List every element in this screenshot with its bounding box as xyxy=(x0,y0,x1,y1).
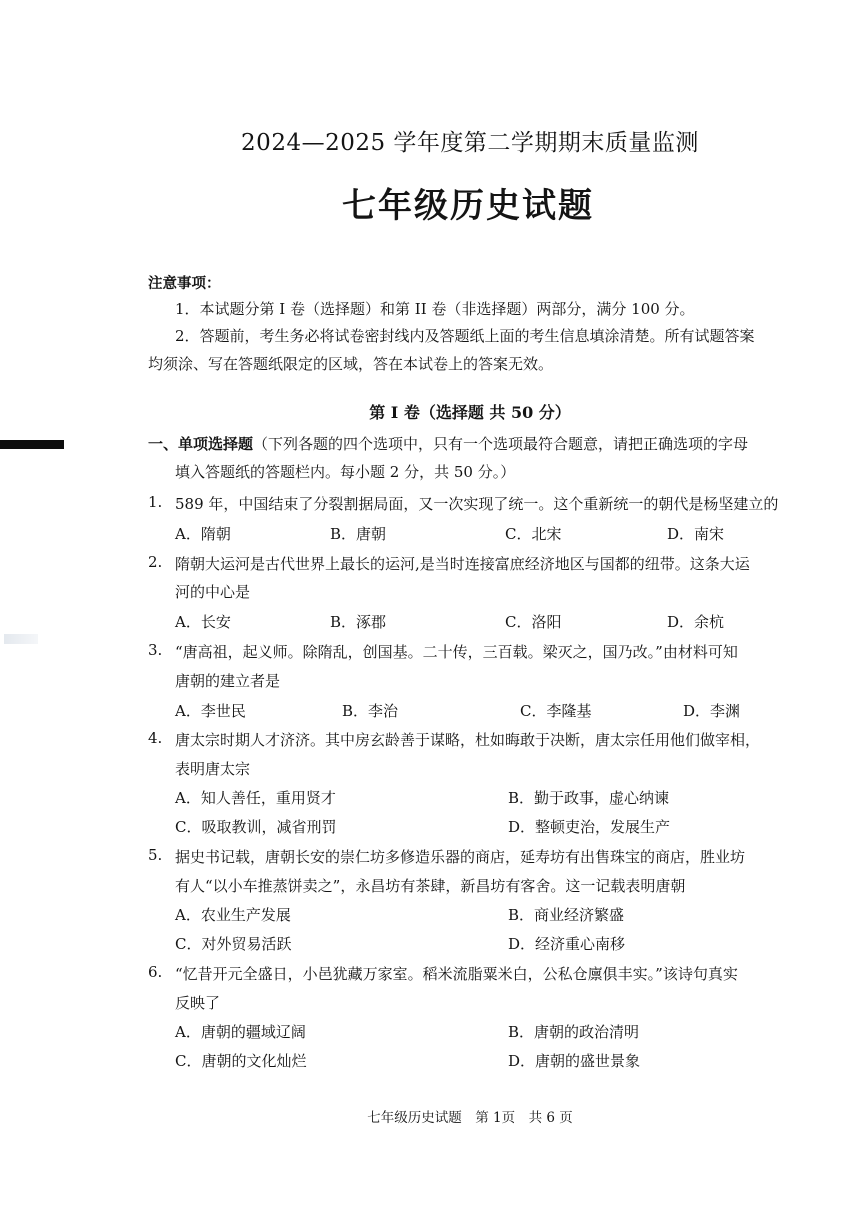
question-4-stem-line-2: 表明唐太宗 xyxy=(175,760,251,778)
option-d: D．余杭 xyxy=(667,613,725,631)
question-5-stem-line-2: 有人“以小车推蒸饼卖之”，永昌坊有茶肆，新昌坊有客舍。这一记载表明唐朝 xyxy=(175,877,686,895)
option-c: C．洛阳 xyxy=(505,613,562,631)
notice-heading: 注意事项： xyxy=(148,275,221,292)
question-6-stem-line-2: 反映了 xyxy=(175,994,221,1012)
question-number: 3. xyxy=(148,641,163,659)
page-footer: 七年级历史试题 第 1页 共 6 页 xyxy=(367,1110,573,1126)
option-c: C．唐朝的文化灿烂 xyxy=(175,1052,307,1070)
question-1-stem: 589 年，中国结束了分裂割据局面，又一次实现了统一。这个重新统一的朝代是杨坚建立的 xyxy=(175,495,779,513)
option-d: D．唐朝的盛世景象 xyxy=(508,1052,641,1070)
option-d: D．经济重心南移 xyxy=(508,935,626,953)
option-c: C．北宋 xyxy=(505,525,562,543)
option-d: D．李渊 xyxy=(683,702,741,720)
option-c: C．李隆基 xyxy=(520,702,592,720)
option-b: B．商业经济繁盛 xyxy=(508,906,625,924)
option-b: B．涿郡 xyxy=(330,613,387,631)
instruction-text: （下列各题的四个选项中，只有一个选项最符合题意，请把正确选项的字母 xyxy=(253,435,749,453)
main-title: 七年级历史试题 xyxy=(342,186,594,226)
option-b: B．唐朝的政治清明 xyxy=(508,1023,640,1041)
option-a: A．隋朝 xyxy=(175,525,231,543)
notice-item-2-line-1: 2．答题前，考生务必将试卷密封线内及答题纸上面的考生信息填涂清楚。所有试题答案 xyxy=(175,327,755,345)
section-instruction-line-2: 填入答题纸的答题栏内。每小题 2 分，共 50 分。） xyxy=(175,463,516,481)
option-a: A．长安 xyxy=(175,613,231,631)
question-3-stem-line-1: “唐高祖，起义师。除隋乱，创国基。二十传，三百载。梁灭之，国乃改。”由材料可知 xyxy=(175,643,738,661)
option-d: D．南宋 xyxy=(667,525,725,543)
option-a: A．唐朝的疆域辽阔 xyxy=(175,1023,306,1041)
option-a: A．知人善任，重用贤才 xyxy=(175,789,336,807)
option-c: C．吸取教训，减省刑罚 xyxy=(175,818,337,836)
option-d: D．整顿吏治，发展生产 xyxy=(508,818,671,836)
notice-item-1: 1．本试题分第 I 卷（选择题）和第 II 卷（非选择题）两部分，满分 100 分。 xyxy=(175,300,695,318)
scan-margin-mark xyxy=(0,440,64,449)
part-label: 一、单项选择题 xyxy=(148,435,254,453)
option-b: B．李治 xyxy=(342,702,399,720)
option-b: B．勤于政事，虚心纳谏 xyxy=(508,789,670,807)
exam-title: 2024—2025 学年度第二学期期末质量监测 xyxy=(241,130,699,156)
notice-item-2-line-2: 均须涂、写在答题纸限定的区域，答在本试卷上的答案无效。 xyxy=(148,355,554,373)
scan-smudge xyxy=(4,634,38,644)
question-number: 2. xyxy=(148,553,163,571)
question-number: 4. xyxy=(148,729,163,747)
question-number: 5. xyxy=(148,846,163,864)
question-2-stem-line-2: 河的中心是 xyxy=(175,583,251,601)
question-5-stem-line-1: 据史书记载，唐朝长安的崇仁坊多修造乐器的商店，延寿坊有出售珠宝的商店，胜业坊 xyxy=(175,848,746,866)
question-3-stem-line-2: 唐朝的建立者是 xyxy=(175,672,281,690)
section-instruction-line-1 xyxy=(148,433,748,454)
question-number: 6. xyxy=(148,963,163,981)
option-a: A．农业生产发展 xyxy=(175,906,291,924)
question-4-stem-line-1: 唐太宗时期人才济济。其中房玄龄善于谋略，杜如晦敢于决断，唐太宗任用他们做宰相， xyxy=(175,731,761,749)
option-b: B．唐朝 xyxy=(330,525,387,543)
question-number: 1. xyxy=(148,493,163,511)
option-a: A．李世民 xyxy=(175,702,246,720)
option-c: C．对外贸易活跃 xyxy=(175,935,292,953)
section-heading: 第 I 卷（选择题 共 50 分） xyxy=(369,403,571,422)
question-6-stem-line-1: “忆昔开元全盛日，小邑犹藏万家室。稻米流脂粟米白，公私仓廪俱丰实。”该诗句真实 xyxy=(175,965,738,983)
question-2-stem-line-1: 隋朝大运河是古代世界上最长的运河,是当时连接富庶经济地区与国都的纽带。这条大运 xyxy=(175,555,750,573)
